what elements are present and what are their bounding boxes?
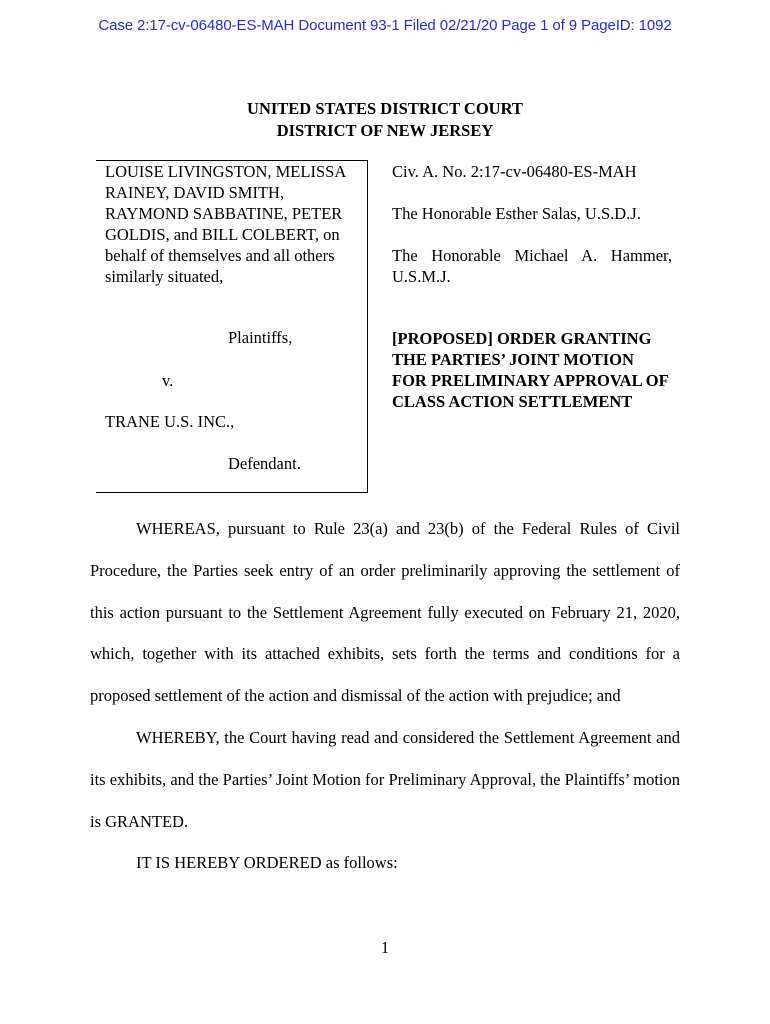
page-number: 1	[380, 938, 390, 957]
whereas-paragraph: WHEREAS, pursuant to Rule 23(a) and 23(b) of the Federal Rules of Civil Procedure, the Parties seek entry of an order preliminarily approving the settlement of this action pursuant to the Settlement Agreement fully executed on February 21, 2020, which, together with its attached exhibits, sets forth the terms and conditions for a proposed settlement of the action and dismissal of the action with prejudice; and	[90, 519, 680, 706]
plaintiffs-names: LOUISE LIVINGSTON, MELISSA RAINEY, DAVID SMITH, RAYMOND SABBATINE, PETER GOLDIS, and BILL COLBERT, on behalf of themselves and all others similarly situated,	[105, 162, 346, 286]
district-judge: The Honorable Esther Salas, U.S.D.J.	[392, 204, 641, 223]
ecf-header: Case 2:17-cv-06480-ES-MAH Document 93-1 Filed 02/21/20 Page 1 of 9 PageID: 1092	[98, 17, 672, 34]
court-name: UNITED STATES DISTRICT COURT	[247, 99, 523, 118]
ordered-paragraph: IT IS HEREBY ORDERED as follows:	[136, 853, 398, 873]
defendant-label: Defendant.	[228, 454, 301, 473]
court-heading	[0, 98, 770, 142]
court-district: DISTRICT OF NEW JERSEY	[276, 121, 494, 140]
defendant-name: TRANE U.S. INC.,	[105, 412, 235, 431]
order-title: [PROPOSED] ORDER GRANTING THE PARTIES’ JOINT MOTION FOR PRELIMINARY APPROVAL OF CLASS ACTION SETTLEMENT	[392, 329, 669, 411]
whereby-paragraph: WHEREBY, the Court having read and considered the Settlement Agreement and its exhibits, and the Parties’ Joint Motion for Preliminary Approval, the Plaintiffs’ motion is GRANTED.	[90, 727, 680, 831]
plaintiffs-label: Plaintiffs,	[228, 328, 293, 347]
order-body	[90, 508, 680, 884]
magistrate-judge: The Honorable Michael A. Hammer, U.S.M.J.	[392, 246, 672, 286]
civil-action-number: Civ. A. No. 2:17-cv-06480-ES-MAH	[392, 162, 637, 181]
versus-label: v.	[162, 371, 174, 390]
